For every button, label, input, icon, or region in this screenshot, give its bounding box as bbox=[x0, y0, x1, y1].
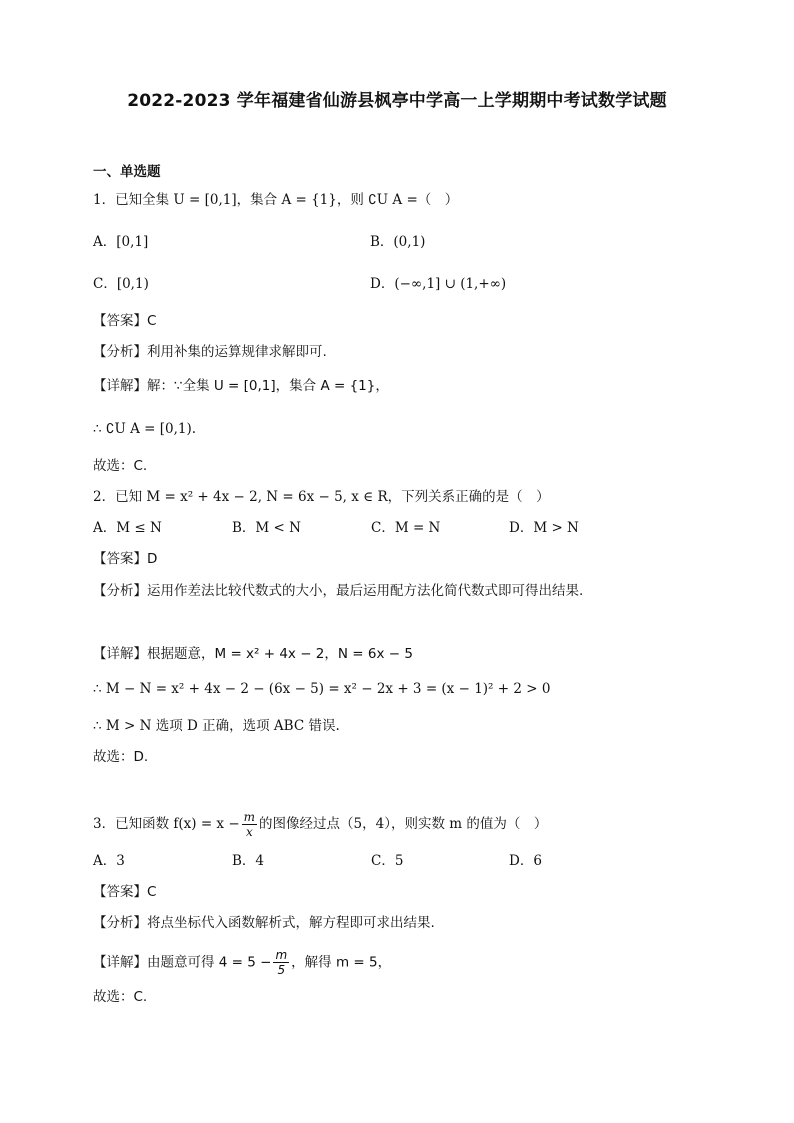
question-3-detail-fraction bbox=[273, 948, 289, 977]
question-3-fraction-numerator: m bbox=[243, 810, 256, 824]
question-3-stem bbox=[93, 810, 547, 839]
question-2-answer: 【答案】D bbox=[93, 551, 158, 567]
question-2-option-c: C．M = N bbox=[371, 520, 441, 536]
question-1-option-a: A．[0,1] bbox=[93, 234, 149, 250]
question-3-detail-fraction-numerator: m bbox=[275, 948, 288, 962]
question-1-analysis: 【分析】利用补集的运算规律求解即可. bbox=[93, 344, 327, 360]
question-3-option-a: A．3 bbox=[93, 853, 125, 869]
question-1-detail: 【详解】解：∵全集 U = [0,1]，集合 A = {1}， bbox=[93, 378, 389, 394]
question-3-detail bbox=[93, 948, 391, 977]
question-3-analysis: 【分析】将点坐标代入函数解析式，解方程即可求出结果. bbox=[93, 915, 435, 931]
question-2-option-a: A．M ≤ N bbox=[93, 520, 162, 536]
question-1-step: ∴ ∁U A = [0,1). bbox=[93, 421, 197, 437]
question-1-stem: 1．已知全集 U = [0,1]，集合 A = {1}，则 ∁U A =（ ） bbox=[93, 192, 459, 208]
question-2-option-b: B．M < N bbox=[232, 520, 301, 536]
question-3-detail-suffix: ，解得 m = 5， bbox=[291, 954, 392, 971]
question-3-choice: 故选：C. bbox=[93, 989, 148, 1005]
question-3-option-b: B．4 bbox=[232, 853, 265, 869]
question-3-stem-prefix: 3．已知函数 f(x) = x − bbox=[93, 816, 240, 832]
question-2-analysis: 【分析】运用作差法比较代数式的大小，最后运用配方法化简代数式即可得出结果. bbox=[93, 583, 584, 599]
question-3-fraction-denominator: x bbox=[245, 825, 253, 839]
question-3-answer: 【答案】C bbox=[93, 884, 157, 900]
question-2-choice: 故选：D. bbox=[93, 749, 149, 765]
question-3-option-d: D．6 bbox=[509, 853, 542, 869]
question-1-option-b: B．(0,1) bbox=[370, 234, 426, 250]
question-3-stem-suffix: 的图像经过点（5，4），则实数 m 的值为（ ） bbox=[259, 816, 548, 832]
question-1-choice: 故选：C. bbox=[93, 458, 148, 474]
question-3-fraction bbox=[242, 810, 257, 839]
question-2-option-d: D．M > N bbox=[509, 520, 579, 536]
question-3-option-c: C．5 bbox=[371, 853, 404, 869]
question-1-option-d: D．(−∞,1] ∪ (1,+∞) bbox=[370, 276, 507, 292]
question-1-option-c: C．[0,1) bbox=[93, 276, 149, 292]
question-3-detail-prefix: 【详解】由题意可得 4 = 5 − bbox=[93, 954, 272, 971]
question-1-answer: 【答案】C bbox=[93, 313, 157, 329]
question-2-detail: 【详解】根据题意，M = x² + 4x − 2，N = 6x − 5 bbox=[93, 646, 413, 662]
question-2-stem: 2．已知 M = x² + 4x − 2, N = 6x − 5, x ∈ R，下列关系正确的是（ ） bbox=[93, 489, 550, 505]
question-2-step-2: ∴ M > N 选项 D 正确，选项 ABC 错误. bbox=[93, 718, 340, 734]
page-title: 2022-2023 学年福建省仙游县枫亭中学高一上学期期中考试数学试题 bbox=[127, 91, 667, 111]
question-3-detail-fraction-denominator: 5 bbox=[277, 963, 286, 977]
section-heading: 一、单选题 bbox=[93, 164, 161, 180]
question-2-step-1: ∴ M − N = x² + 4x − 2 − (6x − 5) = x² − 2x + 3 = (x − 1)² + 2 > 0 bbox=[93, 681, 551, 697]
